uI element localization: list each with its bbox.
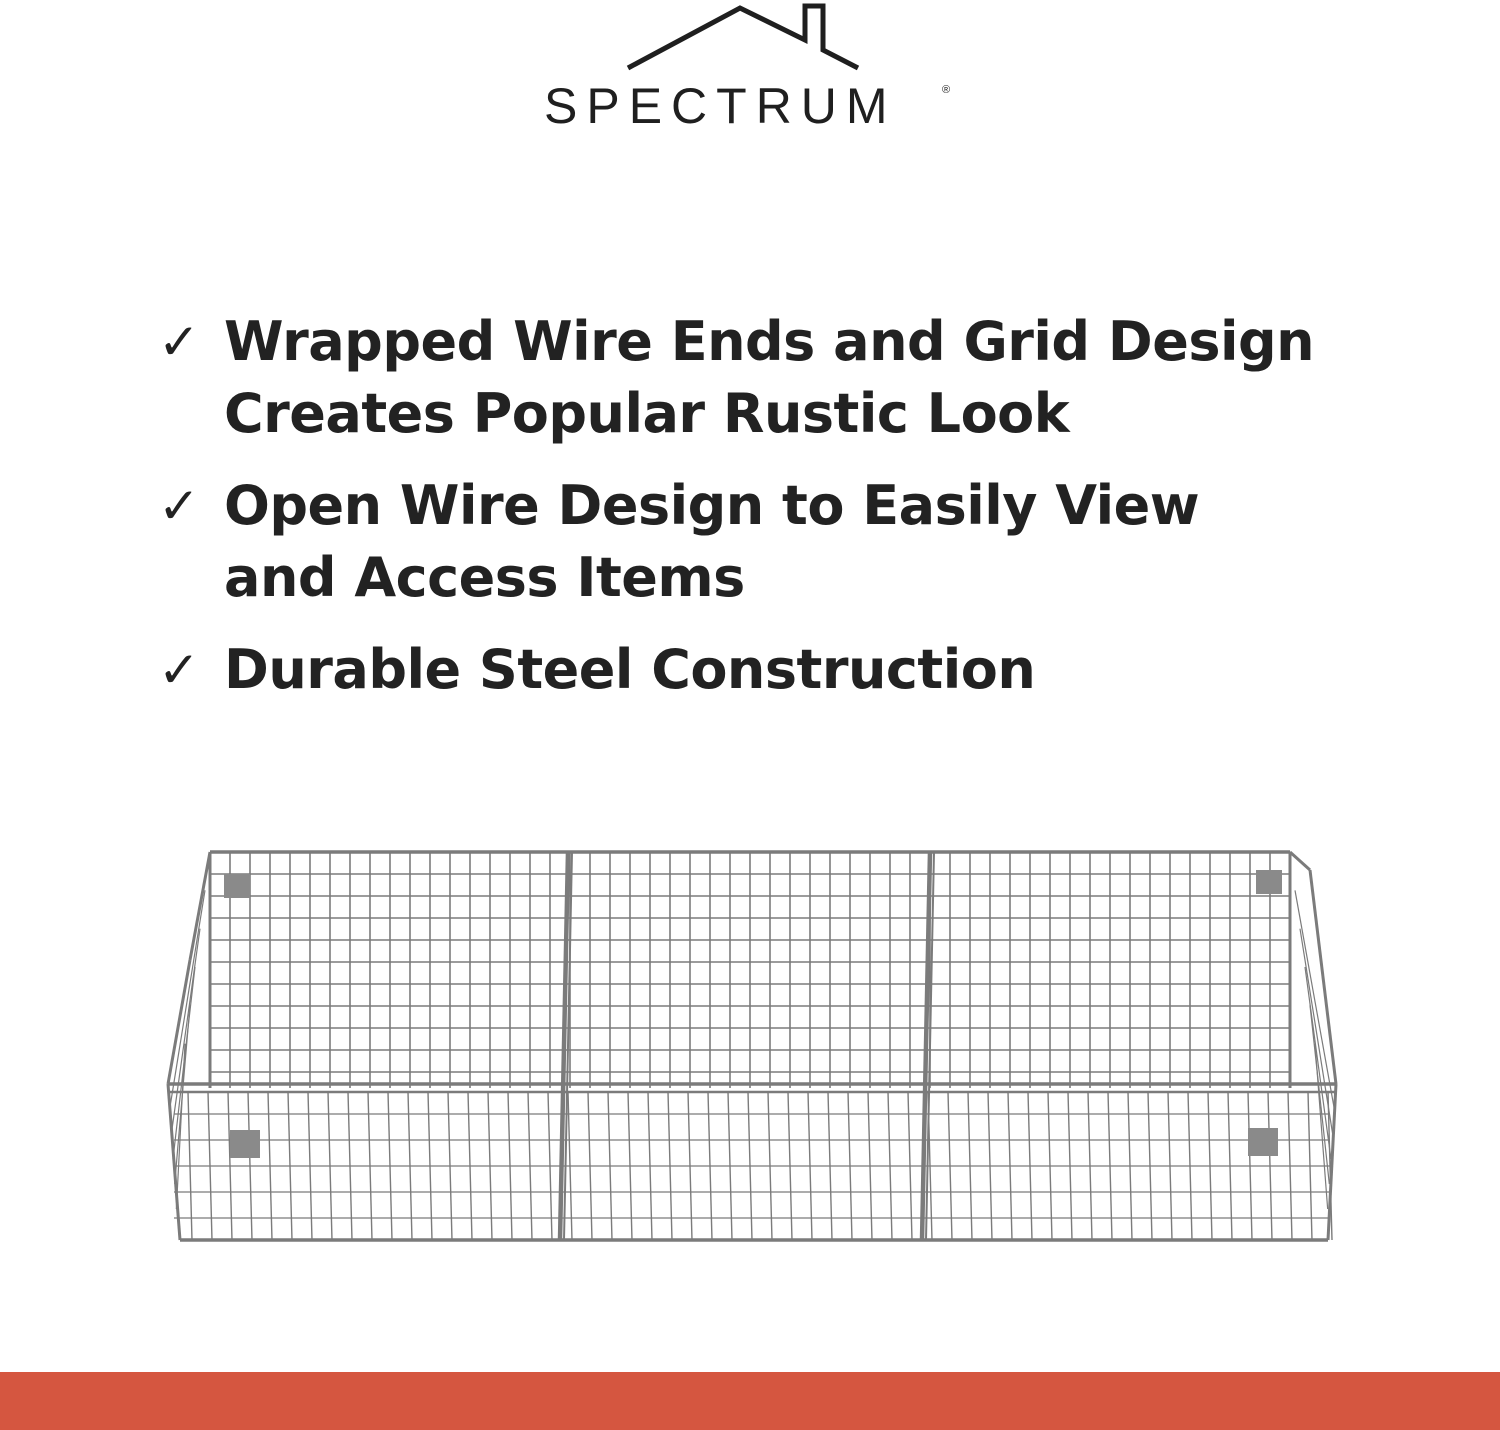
- check-icon: ✓: [158, 477, 200, 535]
- feature-item: [158, 470, 1398, 614]
- registered-mark: ®: [942, 84, 951, 96]
- feature-text: [224, 306, 1314, 450]
- feature-item: [158, 306, 1398, 450]
- feature-line: Open Wire Design to Easily View: [224, 474, 1200, 537]
- brand-logo: [540, 0, 960, 140]
- feature-list: [158, 306, 1398, 726]
- wire-basket-shelf-icon: [150, 830, 1350, 1260]
- feature-text: [224, 470, 1199, 614]
- accent-footer-bar: [0, 1372, 1500, 1430]
- feature-line: Durable Steel Construction: [224, 638, 1036, 701]
- house-roof-icon: [540, 0, 960, 80]
- check-icon: ✓: [158, 641, 200, 699]
- feature-item: [158, 634, 1398, 706]
- feature-line: Creates Popular Rustic Look: [224, 382, 1070, 445]
- feature-line: Wrapped Wire Ends and Grid Design: [224, 310, 1315, 373]
- feature-line: and Access Items: [224, 546, 745, 609]
- feature-text: [224, 634, 1035, 706]
- check-icon: ✓: [158, 313, 200, 371]
- product-image: [150, 830, 1350, 1264]
- brand-name: SPECTRUM: [544, 78, 897, 134]
